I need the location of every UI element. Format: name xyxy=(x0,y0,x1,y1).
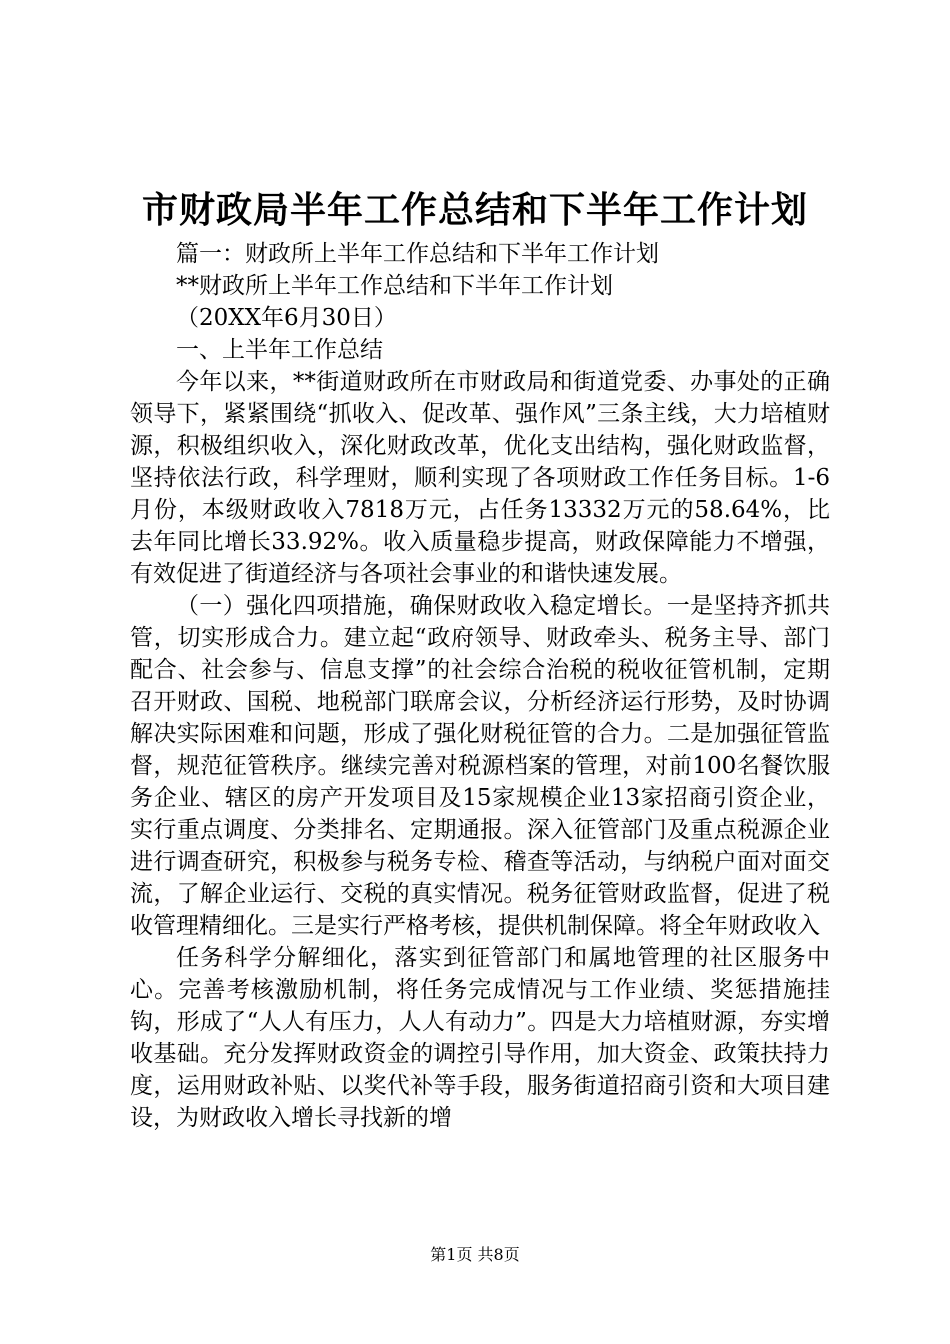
header-line-subtitle: **财政所上半年工作总结和下半年工作计划 xyxy=(176,273,613,299)
page-footer: 第1页 共8页 xyxy=(430,1245,520,1264)
section-heading: 一、上半年工作总结 xyxy=(176,337,383,363)
paragraph-2: （一）强化四项措施，确保财政收入稳定增长。一是坚持齐抓共管，切实形成合力。建立起“政府领导、财政牵头、税务主导、部门配合、社会参与、信息支撑”的社会综合治税的税收征管机制，定期召开财政、国税、地税部门联席会议，分析经济运行形势，及时协调解决实际困难和问题，形成了强化财税征管的合力。二是加强征管监督，规范征管秩序。继续完善对税源档案的管理，对前100名餐饮服务企业、辖区的房产开发项目及15家规模企业13家招商引资企业，实行重点调度、分类排名、定期通报。深入征管部门及重点税源企业进行调查研究，积极参与税务专检、稽查等活动，与纳税户面对面交流，了解企业运行、交税的真实情况。税务征管财政监督，促进了税收管理精细化。三是实行严格考核，提供机制保障。将全年财政收入 xyxy=(130,593,830,939)
header-line-date: （20XX年6月30日） xyxy=(176,305,397,331)
paragraph-3: 任务科学分解细化，落实到征管部门和属地管理的社区服务中心。完善考核激励机制，将任务完成情况与工作业绩、奖惩措施挂钩，形成了“人人有压力，人人有动力”。四是大力培植财源，夯实增收基础。充分发挥财政资金的调控引导作用，加大资金、政策扶持力度，运用财政补贴、以奖代补等手段，服务街道招商引资和大项目建设，为财政收入增长寻找新的增 xyxy=(130,945,830,1131)
document-title: 市财政局半年工作总结和下半年工作计划 xyxy=(141,189,808,231)
document-body xyxy=(130,238,830,1134)
paragraph-1: 今年以来，**街道财政所在市财政局和街道党委、办事处的正确领导下，紧紧围绕“抓收入、促改革、强作风”三条主线，大力培植财源，积极组织收入，深化财政改革，优化支出结构，强化财政监督，坚持依法行政，科学理财，顺利实现了各项财政工作任务目标。1-6月份，本级财政收入7818万元，占任务13332万元的58.64%，比去年同比增长33.92%。收入质量稳步提高，财政保障能力不增强，有效促进了街道经济与各项社会事业的和谐快速发展。 xyxy=(130,369,830,587)
header-line-article: 篇一：财政所上半年工作总结和下半年工作计划 xyxy=(176,241,659,267)
